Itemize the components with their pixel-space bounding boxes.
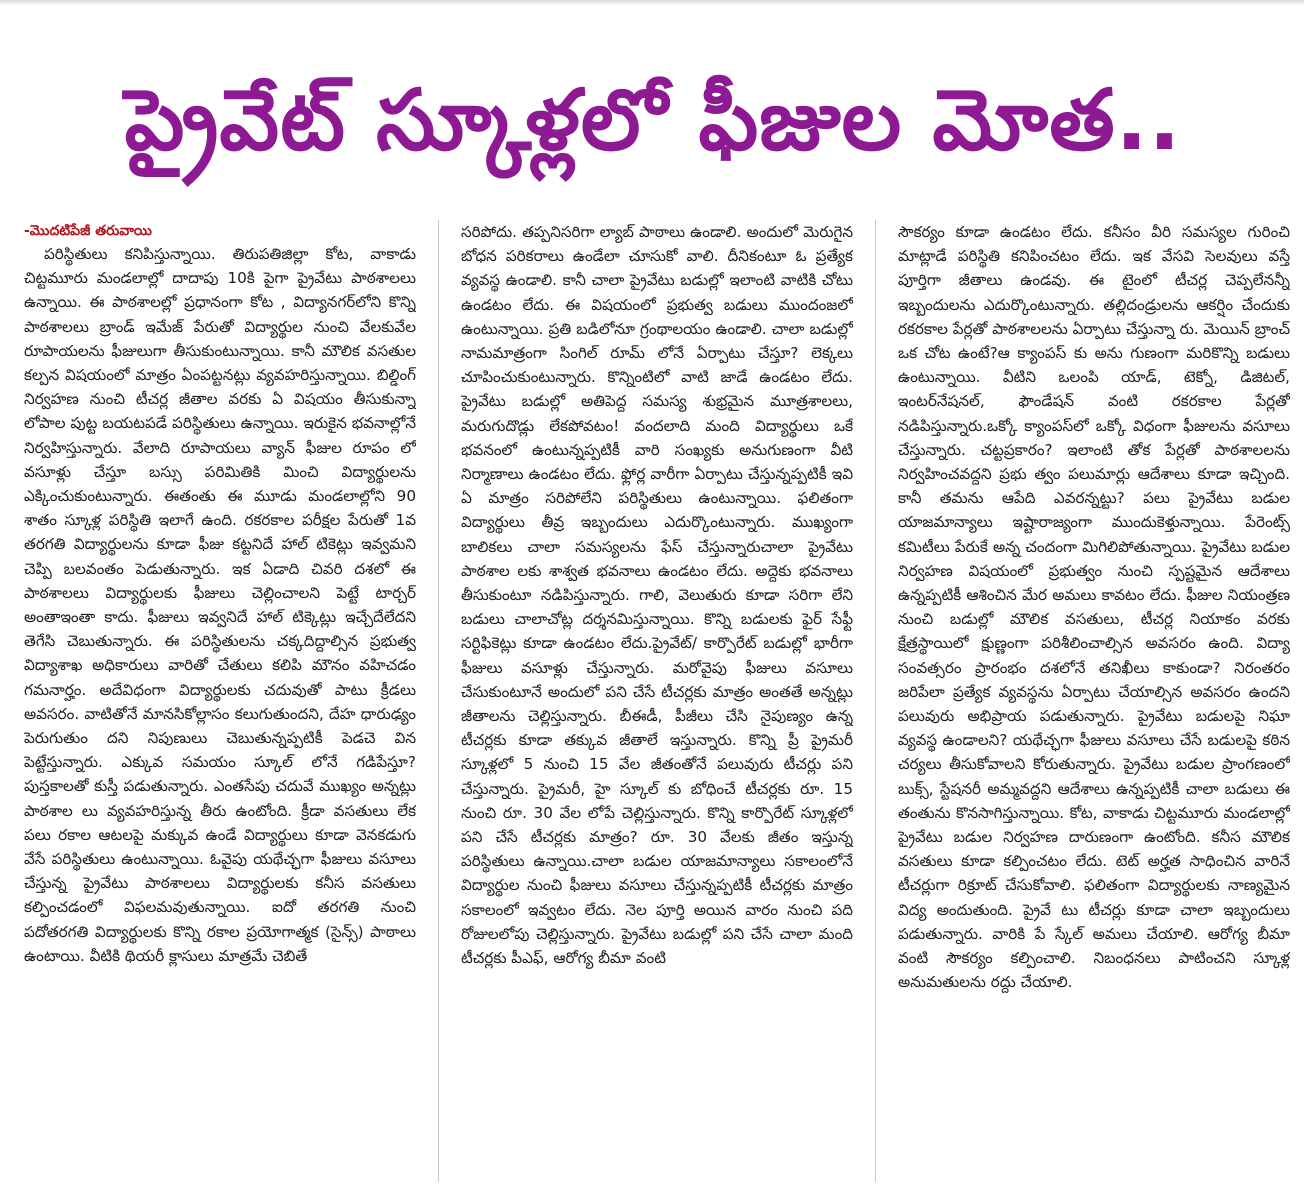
- column-3-text: సౌకర్యం కూడా ఉండటం లేదు. కనీసం వీరి సమస్యల గురించి మాట్లాడే పరిస్థితి కనిపించటం లేదు. ఇక వేసవి సెలవులు వస్తే పూర్తిగా జీతాలు ఉండవు. ఈ టైంలో టీచర్ల చెప్పలేనన్నీ ఇబ్బందులను ఎదుర్కొంటున్నారు. తల్లిదండ్రులను ఆకర్షిం చేందుకు రకరకాల పేర్లతో పాఠశాలలను ఏర్పాటు చేస్తున్నా రు. మెయిన్ బ్రాంచ్ ఒక చోట ఉంటే?ఆ క్యాంపస్ కు అను గుణంగా మరికొన్ని బడులు ఉంటున్నాయి. వీటిని ఒలంపి యాడ్, టెక్నో, డిజిటల్, ఇంటర్‌నేషనల్, ఫౌండేషన్ వంటి రకరకాల పేర్లతో నడిపిస్తున్నారు.ఒక్కో క్యాంపస్‌లో ఒక్కో విధంగా ఫీజులను వసూలు చేస్తున్నారు. చట్టప్రకారం? ఇలాంటి తోక పేర్లతో పాఠశాలలను నిర్వహించవద్దని ప్రభు త్వం పలుమార్లు ఆదేశాలు కూడా ఇచ్చింది. కానీ తమను ఆపేది ఎవరన్నట్టు? పలు ప్రైవేటు బడుల యాజమాన్యాలు ఇష్టారాజ్యంగా ముందుకెళ్తున్నాయి. పేరెంట్స్ కమిటీలు పేరుకే అన్న చందంగా మిగిలిపోతున్నాయి. ప్రైవేటు బడుల నిర్వహణ విషయంలో ప్రభుత్వం నుంచి స్పష్టమైన ఆదేశాలు ఉన్నప్పటికీ ఆశించిన మేర అమలు కావటం లేదు. ఫీజుల నియంత్రణ నుంచి బడుల్లో మౌలిక వసతులు, టీచర్ల నియాకం వరకు క్షేత్రస్థాయిలో క్షుణ్ణంగా పరిశీలించాల్సిన అవసరం ఉంది. విద్యా సంవత్సరం ప్రారంభం దశలోనే తనిఖీలు కాకుండా? నిరంతరం జరిపేలా ప్రత్యేక వ్యవస్థను ఏర్పాటు చేయాల్సిన అవసరం ఉందని పలువురు అభిప్రాయ పడుతున్నారు. ప్రైవేటు బడులపై నిఘా వ్యవస్థ ఉండాలని? యథేచ్ఛగా ఫీజులు వసూలు చేసే బడులపై కఠిన చర్యలు తీసుకోవాలని కోరుతున్నారు. ప్రైవేటు బడుల ప్రాంగణంలో బుక్స్, స్టేషనరీ అమ్మవద్దని ఆదేశాలు ఉన్నప్పటికీ చాలా బడులు ఈ తంతును కొనసాగిస్తున్నాయి. కోట, వాకాడు చిట్టమూరు మండలాల్లో ప్రైవేటు బడుల నిర్వహణ దారుణంగా ఉంటోంది. కనీస మౌలిక వసతులు కూడా కల్పించటం లేదు. టెట్ అర్హత సాధించిన వారినే టీచర్లుగా రిక్రూట్ చేసుకోవాలి. ఫలితంగా విద్యార్థులకు నాణ్యమైన విద్య అందుతుంది. ప్రైవే టు టీచర్లు కూడా చాలా ఇబ్బందులు పడుతున్నారు. వారికి పే స్కేల్ అమలు చేయాలి. ఆరోగ్య బీమా వంటి సౌకర్యం కల్పించాలి. నిబంధనలు పాటించని స్కూళ్ల అనుమతులను రద్దు చేయాలి.: [898, 223, 1290, 992]
- article-column-2: [461, 220, 853, 1182]
- column-2-text: సరిపోదు. తప్పనిసరిగా ల్యాబ్ పాఠాలు ఉండాలి. అందులో మెరుగైన బోధన పరికరాలు ఉండేలా చూసుకో వాలి. దీనికంటూ ఓ ప్రత్యేక వ్యవస్థ ఉండాలి. కానీ చాలా ప్రైవేటు బడుల్లో ఇలాంటి వాటికి చోటు ఉండటం లేదు. ఈ విషయంలో ప్రభుత్వ బడులు ముందంజలో ఉంటున్నాయి. ప్రతి బడిలోనూ గ్రంథాలయం ఉండాలి. చాలా బడుల్లో నామమాత్రంగా సింగిల్ రూమ్ లోనే ఏర్పాటు చేస్తూ? లెక్కలు చూపించుకుంటున్నారు. కొన్నింటిలో వాటి జాడే ఉండటం లేదు. ప్రైవేటు బడుల్లో అతిపెద్ద సమస్య శుభ్రమైన మూత్రశాలలు, మరుగుదొడ్లు లేకపోవటం! వందలాది మంది విద్యార్థులు ఒకే భవనంలో ఉంటున్నప్పటికీ వారి సంఖ్యకు అనుగుణంగా వీటి నిర్మాణాలు ఉండటం లేదు. ఫ్లోర్ల వారీగా ఏర్పాటు చేస్తున్నప్పటికీ ఇవి ఏ మాత్రం సరిపోలేని పరిస్థితులు ఉంటున్నాయి. ఫలితంగా విద్యార్థులు తీవ్ర ఇబ్బందులు ఎదుర్కొంటున్నారు. ముఖ్యంగా బాలికలు చాలా సమస్యలను ఫేస్ చేస్తున్నారుచాలా ప్రైవేటు పాఠశాల లకు శాశ్వత భవనాలు ఉండటం లేదు. అద్దెకు భవనాలు తీసుకుంటూ నడిపిస్తున్నారు. గాలి, వెలుతురు కూడా సరిగా లేని బడులు చాలాచోట్ల దర్శనమిస్తున్నాయి. కొన్ని బడులకు ఫైర్ సేఫ్టీ సర్టిఫికెట్లు కూడా ఉండటం లేదు.ప్రైవేట్/ కార్పొరేట్ బడుల్లో భారీగా ఫీజులు వసూళ్లు చేస్తున్నారు. మరోవైపు ఫీజులు వసూలు చేసుకుంటూనే అందులో పని చేసే టీచర్లకు మాత్రం అంతతే అన్నట్లు జీతాలను చెల్లిస్తున్నారు. బీఈడీ, పీజీలు చేసి నైపుణ్యం ఉన్న టీచర్లకు కూడా తక్కువ జీతాలే ఇస్తున్నారు. కొన్ని ప్రీ ప్రైమరీ స్కూళ్లలో 5 నుంచి 15 వేల జీతంతోనే పలువురు టీచర్లు పని చేస్తున్నారు. ప్రైమరీ, హై స్కూల్ కు బోధించే టీచర్లకు రూ. 15 నుంచి రూ. 30 వేల లోపే చెల్లిస్తున్నారు. కొన్ని కార్పొరేట్ స్కూళ్లలో పని చేసే టీచర్లకు మాత్రం? రూ. 30 వేలకు జీతం ఇస్తున్న పరిస్థితులు ఉన్నాయి.చాలా బడుల యాజమాన్యాలు సకాలంలోనే విద్యార్థుల నుంచి ఫీజులు వసూలు చేస్తున్నప్పటికీ టీచర్లకు మాత్రం సకాలంలో ఇవ్వటం లేదు. నెల పూర్తి అయిన వారం నుంచి పది రోజులలోపు చెల్లిస్తున్నారు. ప్రైవేటు బడుల్లో పని చేసే చాలా మంది టీచర్లకు పీఎఫ్, ఆరోగ్య బీమా వంటి: [461, 223, 853, 968]
- column-divider: [875, 220, 876, 1182]
- column-divider: [438, 220, 439, 1182]
- column-1-text: పరిస్థితులు కనిపిస్తున్నాయి. తిరుపతిజిల్లా కోట, వాకాడు చిట్టమూరు మండలాల్లో దాదాపు 10కి పైగా ప్రైవేటు పాఠశాలలు ఉన్నాయి. ఈ పాఠశాలల్లో ప్రధానంగా కోట , విద్యానగర్‌లోని కొన్ని పాఠశాలలు బ్రాండ్ ఇమేజ్ పేరుతో విద్యార్థుల నుంచి వేలకువేల రూపాయలను ఫీజులుగా తీసుకుంటున్నాయి. కానీ మౌలిక వసతుల కల్పన విషయంలో మాత్రం ఏంపట్టనట్లు వ్యవహరిస్తున్నాయి. బిల్డింగ్ నిర్వహణ నుంచి టీచర్ల జీతాల వరకు ఏ విషయం తీసుకున్నా లోపాల పుట్ట బయటపడే పరిస్థితులు ఉన్నాయి. ఇరుకైన భవనాల్లోనే నిర్వహిస్తున్నారు. వేలాది రూపాయలు వ్యాన్ ఫీజుల రూపం లో వసూళ్లు చేస్తూ బస్సు పరిమితికి మించి విద్యార్థులను ఎక్కించుకుంటున్నారు. ఈతంతు ఈ మూడు మండలాల్లోని 90 శాతం స్కూళ్ల పరిస్థితి ఇలాగే ఉంది. రకరకాల పరీక్షల పేరుతో 1వ తరగతి విద్యార్థులను కూడా ఫీజు కట్టనిదే హాల్ టికెట్లు ఇవ్వమని చెప్పి బలవంతం పెడుతున్నారు. ఇక ఏడాది చివరి దశలో ఈ పాఠశాలలు విద్యార్థులకు ఫీజులు చెల్లించాలని పెట్టే టార్చర్ అంతాఇంతా కాదు. ఫీజులు ఇవ్వనిదే హాల్ టిక్కెట్లు ఇచ్చేదేలేదని తెగేసి చెబుతున్నారు. ఈ పరిస్థితులను చక్కదిద్దాల్సిన ప్రభుత్వ విద్యాశాఖ అధికారులు వారితో చేతులు కలిపి మౌనం వహిచడం గమనార్హం. అదేవిధంగా విద్యార్థులకు చదువుతో పాటు క్రీడలు అవసరం. వాటితోనే మానసికోల్లాసం కలుగుతుందని, దేహ ధారుఢ్యం పెరుగుతుం దని నిపుణులు చెబుతున్నప్పటికీ పెడచె విన పెట్టేస్తున్నారు. ఎక్కువ సమయం స్కూల్ లోనే గడిపేస్తూ? పుస్తకాలతో కుస్తీ పడుతున్నారు. ఎంతసేపు చదువే ముఖ్యం అన్నట్లు పాఠశాల లు వ్యవహరిస్తున్న తీరు ఉంటోంది. క్రీడా వసతులు లేక పలు రకాల ఆటలపై మక్కువ ఉండే విద్యార్థులు కూడా వెనకడుగు వేసే పరిస్థితులు ఉంటున్నాయి. ఓవైపు యథేచ్ఛగా ఫీజులు వసూలు చేస్తున్న ప్రైవేటు పాఠశాలలు విద్యార్థులకు కనీస వసతులు కల్పించడంలో విఫలమవుతున్నాయి. ఐదో తరగతి నుంచి పదోతరగతి విద్యార్థులకు కొన్ని రకాల ప్రయోగాత్మక (సైన్స్) పాఠాలు ఉంటాయి. వీటికి థియరీ క్లాసులు మాత్రమే చెబితే: [24, 245, 416, 965]
- article-column-3: [898, 220, 1290, 1182]
- article-body: [24, 220, 1290, 1182]
- continued-from-label: -మొదటిపేజీ తరువాయి: [24, 223, 152, 239]
- headline: ప్రైవేట్ స్కూళ్లలో ఫీజుల మోత..: [124, 71, 1182, 169]
- top-edge-strip: [0, 0, 1304, 6]
- article-column-1: [24, 220, 416, 1182]
